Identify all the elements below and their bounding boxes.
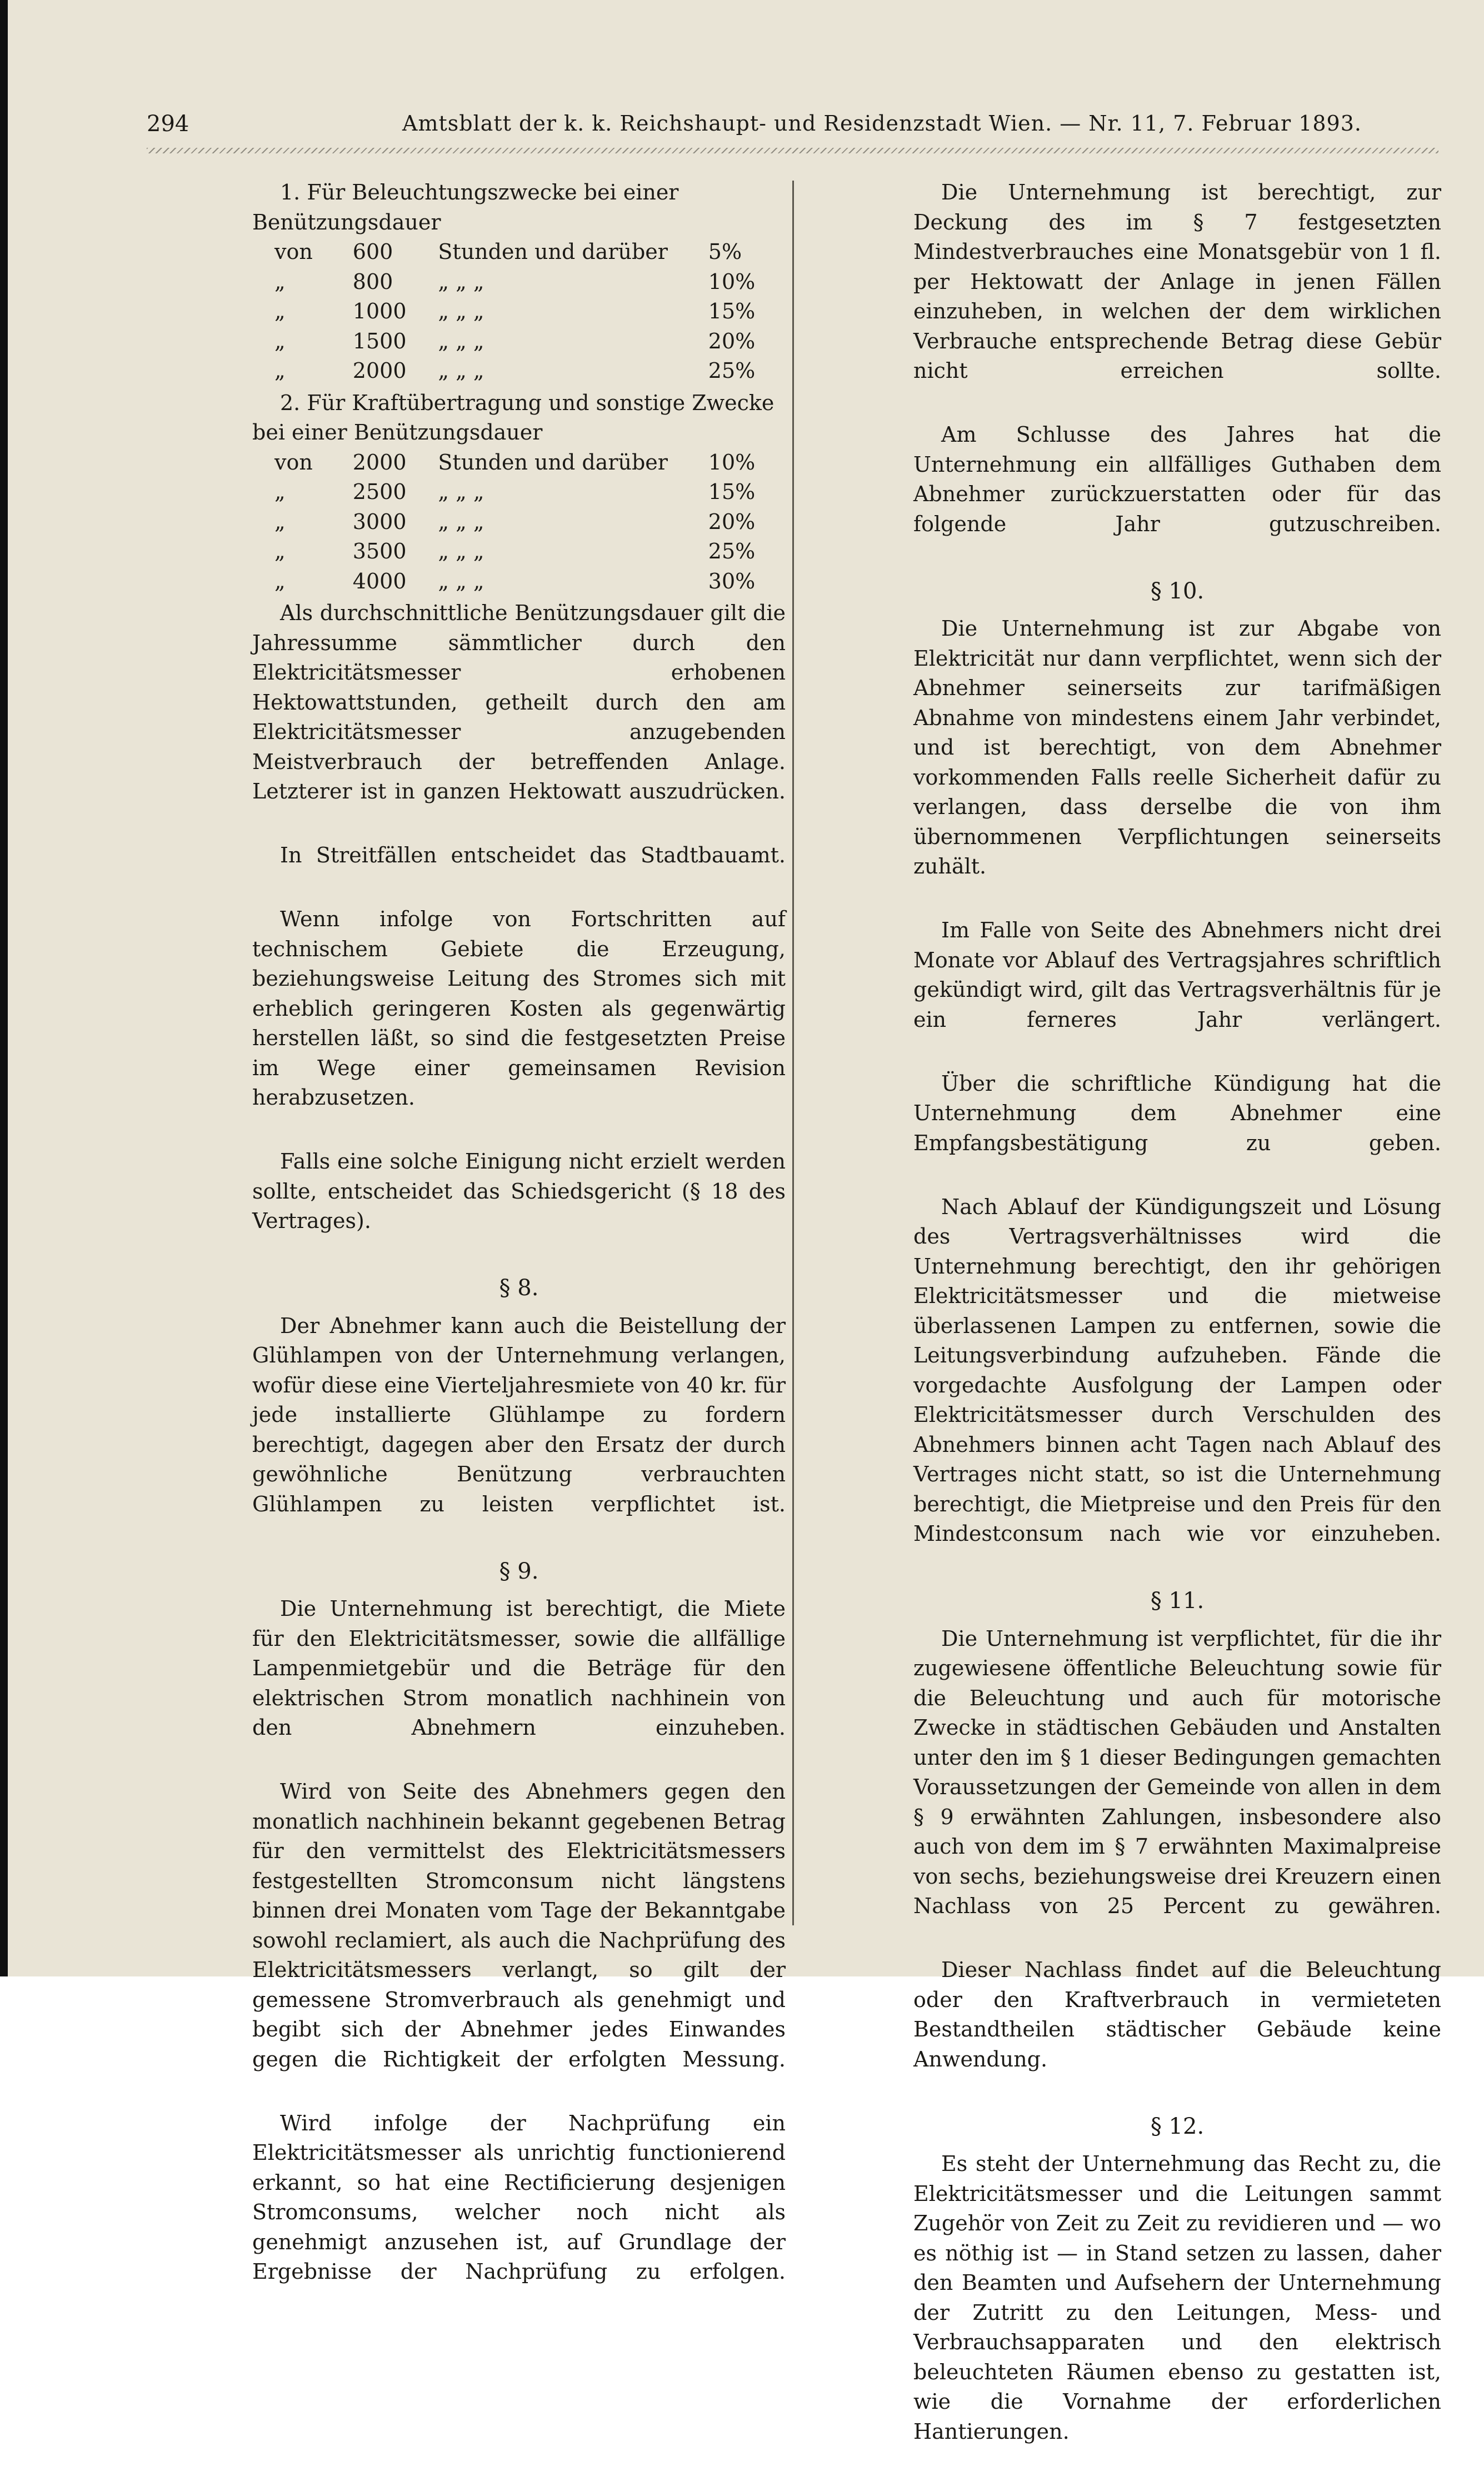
tariff-description: „ „ „ <box>438 269 484 294</box>
tariff-row <box>274 537 808 567</box>
paragraph: Die Unternehmung ist zur Abgabe von Elektricität nur dann verpflichtet, wenn sich der Abnehmer seinerseits zur tarifmäßigen Abnahme von mindestens einem Jahr verbindet, und ist berechtigt, von dem Abnehmer vorkommenden Falls reelle Sicherheit dafür zu verlangen, dass derselbe die von ihm übernommenen Verpflichtungen seinerseits zuhält. <box>913 616 1441 878</box>
paragraph: Wird von Seite des Abnehmers gegen den monatlich nachhinein bekannt gegebenen Betrag für den vermittelst des Elektricitätsmessers festgestellten Stromconsum nicht längstens binnen drei Monaten vom Tage der Bekanntgabe sowohl reclamiert, als auch die Nachprüfung des Elektricitätsmessers verlangt, so gilt der gemessene Stromverbrauch als genehmigt und begibt sich der Abnehmer jedes Einwandes gegen die Richtigkeit der erfolgten Messung. <box>252 1779 786 2071</box>
tariff-percent: 25% <box>708 358 756 383</box>
running-header <box>147 111 1397 150</box>
tariff-percent: 15% <box>708 299 756 323</box>
tariff-prefix: „ <box>274 328 286 353</box>
paragraph: Die Unternehmung ist verpflichtet, für die ihr zugewiesene öffentliche Beleuchtung sowie für die Beleuchtung und auch für motorische Zwecke in städtischen Gebäuden und Anstalten unter den im § 1 dieser Bedingungen gemachten Voraussetzungen der Gemeinde von allen in dem § 9 erwähnten Zahlungen, insbesondere also auch von dem im § 7 erwähnten Maximalpreise von sechs, beziehungsweise drei Kreuzern einen Nachlass von 25 Percent zu gewähren. <box>913 1626 1441 1918</box>
paragraph: Über die schriftliche Kündigung hat die Unternehmung dem Abnehmer eine Empfangsbestätigung zu geben. <box>913 1071 1441 1155</box>
paragraph: Es steht der Unternehmung das Recht zu, die Elektricitätsmesser und die Leitungen sammt Zugehör von Zeit zu Zeit zu revidieren und — wo es nöthig ist — in Stand setzen zu lassen, daher den Beamten und Aufsehern der Unternehmung der Zutritt zu den Leitungen, Mess- und Verbrauchsapparaten und den elektrisch beleuchteten Räumen ebenso zu gestatten ist, wie die Vornahme der erforderlichen Hantierungen. <box>913 2151 1441 2444</box>
left-column <box>252 178 786 2321</box>
tariff-hours: 2500 <box>352 480 407 504</box>
tariff-prefix: „ <box>274 568 286 593</box>
paragraph: Wird infolge der Nachprüfung ein Elektricitätsmesser als unrichtig functionierend erkannt, so hat eine Rectificierung desjenigen Stromconsums, welcher noch nicht als genehmigt anzusehen ist, auf Grundlage der Ergebnisse der Nachprüfung zu erfolgen. <box>252 2110 786 2284</box>
paragraph: Die Unternehmung ist berechtigt, die Miete für den Elektricitätsmesser, sowie die allfällige Lampenmietgebür und die Beträge für den elektrischen Strom monatlich nachhinein von den Abnehmern einzuheben. <box>252 1596 786 1740</box>
tariff-row <box>274 507 808 537</box>
paragraph: In Streitfällen entscheidet das Stadtbauamt. <box>280 843 786 867</box>
tariff-percent: 15% <box>708 480 756 504</box>
column-divider <box>792 181 794 1925</box>
section-heading-12: § 12. <box>1150 2113 1205 2139</box>
tariff-prefix: „ <box>274 480 286 504</box>
tariff-prefix: „ <box>274 299 286 323</box>
lighting-tariff-table <box>274 237 808 386</box>
tariff-row <box>274 448 808 478</box>
tariff-percent: 20% <box>708 509 756 534</box>
tariff-percent: 10% <box>708 269 756 294</box>
tariff-description: „ „ „ <box>438 358 484 383</box>
tariff-row <box>274 237 808 267</box>
tariff-row <box>274 327 808 357</box>
tariff-percent: 10% <box>708 450 756 475</box>
tariff-percent: 25% <box>708 539 756 563</box>
journal-title: Amtsblatt der k. k. Reichshaupt- und Residenzstadt Wien. — Nr. 11, 7. Februar 1893. <box>402 111 1362 136</box>
tariff-hours: 800 <box>352 269 393 294</box>
tariff-prefix: „ <box>274 358 286 383</box>
tariff-description: Stunden und darüber <box>438 450 668 475</box>
tariff-hours: 3500 <box>352 539 407 563</box>
tariff-description: Stunden und darüber <box>438 239 668 264</box>
paragraph: Als durchschnittliche Benützungsdauer gilt die Jahressumme sämmtlicher durch den Elektricitätsmesser erhobenen Hektowattstunden, getheilt durch den am Elektricitätsmesser anzugebenden Meistverbrauch der betreffenden Anlage. Letzterer ist in ganzen Hektowatt auszudrücken. <box>252 601 786 803</box>
tariff-description: „ „ „ <box>438 539 484 563</box>
tariff-row <box>274 567 808 597</box>
header-wavy-rule <box>147 148 1438 153</box>
right-column <box>913 178 1441 2481</box>
section-heading-11: § 11. <box>1150 1588 1205 1614</box>
page-number: 294 <box>147 111 189 137</box>
paragraph: Am Schlusse des Jahres hat die Unternehmung ein allfälliges Guthaben dem Abnehmer zurückzuerstatten oder für das folgende Jahr gutzuschreiben. <box>913 422 1441 536</box>
section-heading-10: § 10. <box>1150 578 1205 604</box>
tariff-description: „ „ „ <box>438 509 484 534</box>
tariff-prefix: „ <box>274 269 286 294</box>
power-tariff-table <box>274 448 808 597</box>
tariff-description: „ „ „ <box>438 480 484 504</box>
tariff-hours: 1500 <box>352 328 407 353</box>
tariff-description: „ „ „ <box>438 299 484 323</box>
tariff-prefix: von <box>274 450 313 475</box>
paragraph: Wenn infolge von Fortschritten auf technischem Gebiete die Erzeugung, beziehungsweise Leitung des Stromes sich mit erheblich geringeren Kosten als gegenwärtig herstellen läßt, so sind die festgesetzten Preise im Wege einer gemeinsamen Revision herabzusetzen. <box>252 907 786 1110</box>
paragraph: Falls eine solche Einigung nicht erzielt werden sollte, entscheidet das Schiedsgericht (§ 18 des Vertrages). <box>252 1149 786 1233</box>
tariff-row <box>274 297 808 327</box>
tariff-prefix: „ <box>274 509 286 534</box>
tariff-hours: 2000 <box>352 450 407 475</box>
section-heading-8: § 8. <box>499 1275 539 1301</box>
tariff-hours: 4000 <box>352 568 407 593</box>
scan-border <box>0 0 8 1976</box>
tariff-hours: 3000 <box>352 509 407 534</box>
tariff-row <box>274 267 808 297</box>
tariff-row <box>274 356 808 386</box>
tariff-hours: 600 <box>352 239 393 264</box>
lighting-tariff-heading: 1. Für Beleuchtungszwecke bei einer Benützungsdauer <box>252 180 679 234</box>
paragraph: Nach Ablauf der Kündigungszeit und Lösung des Vertragsverhältnisses wird die Unternehmung berechtigt, den ihr gehörigen Elektricitätsmesser und die mietweise überlassenen Lampen zu entfernen, sowie die Leitungsverbindung aufzuheben. Fände die vorgedachte Ausfolgung der Lampen oder Elektricitätsmesser durch Verschulden des Abnehmers binnen acht Tagen nach Ablauf des Vertrages nicht statt, so ist die Unternehmung berechtigt, die Mietpreise und den Preis für den Mindestconsum nach wie vor einzuheben. <box>913 1194 1441 1546</box>
tariff-percent: 30% <box>708 568 756 593</box>
tariff-row <box>274 477 808 507</box>
tariff-percent: 5% <box>708 239 742 264</box>
tariff-hours: 2000 <box>352 358 407 383</box>
paragraph: Im Falle von Seite des Abnehmers nicht drei Monate vor Ablauf des Vertragsjahres schriftlich gekündigt wird, gilt das Vertragsverhältnis für je ein ferneres Jahr verlängert. <box>913 918 1441 1032</box>
tariff-prefix: von <box>274 239 313 264</box>
tariff-prefix: „ <box>274 539 286 563</box>
document-page <box>8 0 1484 2444</box>
tariff-description: „ „ „ <box>438 568 484 593</box>
tariff-description: „ „ „ <box>438 328 484 353</box>
paragraph: Dieser Nachlass findet auf die Beleuchtung oder den Kraftverbrauch in vermieteten Bestandtheilen städtischer Gebäude keine Anwendung. <box>913 1958 1441 2071</box>
paragraph: Die Unternehmung ist berechtigt, zur Deckung des im § 7 festgesetzten Mindestverbrauches eine Monatsgebür von 1 fl. per Hektowatt der Anlage in jenen Fällen einzuheben, in welchen der dem wirklichen Verbrauche entsprechende Betrag diese Gebür nicht erreichen sollte. <box>913 180 1441 383</box>
section-heading-9: § 9. <box>499 1558 539 1584</box>
tariff-hours: 1000 <box>352 299 407 323</box>
paragraph: Der Abnehmer kann auch die Beistellung der Glühlampen von der Unternehmung verlangen, wofür diese eine Vierteljahresmiete von 40 kr. für jede installierte Glühlampe zu fordern berechtigt, dagegen aber den Ersatz der durch gewöhnliche Benützung verbrauchten Glühlampen zu leisten verpflichtet ist. <box>252 1313 786 1516</box>
tariff-percent: 20% <box>708 328 756 353</box>
power-tariff-heading: 2. Für Kraftübertragung und sonstige Zwecke bei einer Benützungsdauer <box>252 390 775 445</box>
